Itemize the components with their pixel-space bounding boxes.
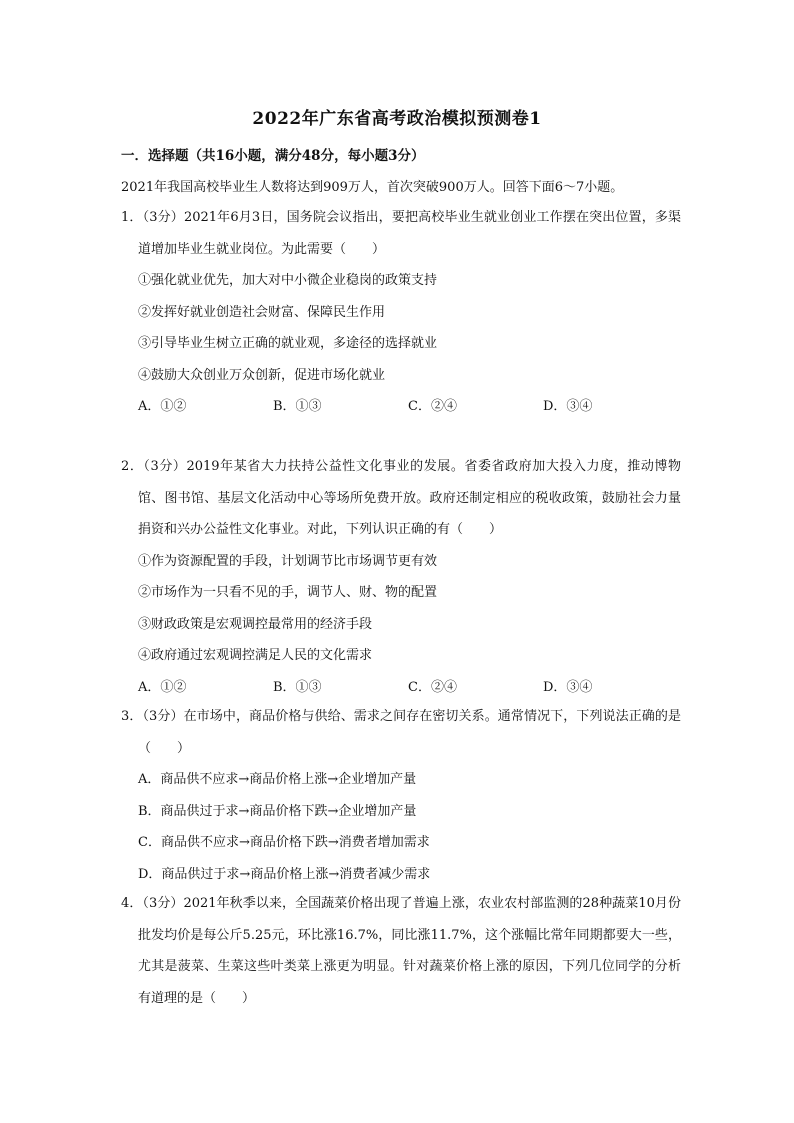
intro-text: 2021年我国高校毕业生人数将达到909万人，首次突破900万人。回答下面6～7小题。 (121, 180, 624, 195)
option-item: ②市场作为一只看不见的手，调节人、财、物的配置 (138, 585, 438, 600)
choice-a[interactable]: A．①② (138, 679, 187, 695)
option-item: ③引导毕业生树立正确的就业观，多途径的选择就业 (138, 336, 438, 351)
question-2 (121, 451, 681, 703)
question-1 (121, 202, 681, 423)
choice-c[interactable]: C．②④ (408, 399, 457, 414)
answer-choices (121, 672, 681, 704)
choice-b[interactable]: B．①③ (273, 679, 322, 695)
section-heading: 一．选择题（共16小题，满分48分，每小题3分） (121, 148, 425, 164)
question-stem: 4．（3分）2021年秋季以来，全国蔬菜价格出现了普遍上涨，农业农村部监测的28种蔬菜10月份批发均价是每公斤5.25元，环比涨16.7%，同比涨11.7%，这个涨幅比常年同期都要大一些，尤其是菠菜、生菜这些叶类菜上涨更为明显。针对蔬菜价格上涨的原因，下列几位同学的分析有道理的是（ ） (121, 896, 681, 1006)
question-4 (121, 888, 681, 1014)
choice-a[interactable]: A．①② (138, 399, 187, 414)
question-stem: 3．（3分）在市场中，商品价格与供给、需求之间存在密切关系。通常情况下，下列说法正确的是（ ） (121, 709, 681, 756)
choice-d[interactable]: D．③④ (543, 399, 593, 414)
document-title: 2022年广东省高考政治模拟预测卷1 (252, 109, 542, 129)
choice-b[interactable]: B．①③ (273, 399, 322, 414)
choice-d[interactable]: D．商品供过于求→商品价格上涨→消费者减少需求 (138, 866, 431, 882)
answer-choices (121, 391, 681, 423)
option-item: ①强化就业优先，加大对中小微企业稳岗的政策支持 (138, 273, 438, 288)
option-item: ④鼓励大众创业万众创新，促进市场化就业 (138, 367, 386, 383)
option-item: ④政府通过宏观调控满足人民的文化需求 (138, 648, 373, 663)
choice-c[interactable]: C．②④ (408, 679, 457, 695)
option-item: ③财政政策是宏观调控最常用的经济手段 (138, 616, 373, 632)
option-item: ①作为资源配置的手段，计划调节比市场调节更有效 (138, 553, 438, 569)
option-item: ②发挥好就业创造社会财富、保障民生作用 (138, 304, 386, 320)
question-3 (121, 701, 681, 890)
choice-c[interactable]: C．商品供不应求→商品价格下跌→消费者增加需求 (138, 835, 430, 850)
question-stem: 1．（3分）2021年6月3日，国务院会议指出，要把高校毕业生就业创业工作摆在突出位置，多渠道增加毕业生就业岗位。为此需要（ ） (121, 210, 681, 257)
choice-a[interactable]: A．商品供不应求→商品价格上涨→企业增加产量 (138, 772, 417, 787)
question-stem: 2．（3分）2019年某省大力扶持公益性文化事业的发展。省委省政府加大投入力度，推动博物馆、图书馆、基层文化活动中心等场所免费开放。政府还制定相应的税收政策，鼓励社会力量捐资和兴办公益性文化事业。对此，下列认识正确的有（ ） (121, 459, 681, 537)
choice-d[interactable]: D．③④ (543, 679, 593, 695)
choice-b[interactable]: B．商品供过于求→商品价格下跌→企业增加产量 (138, 803, 417, 819)
